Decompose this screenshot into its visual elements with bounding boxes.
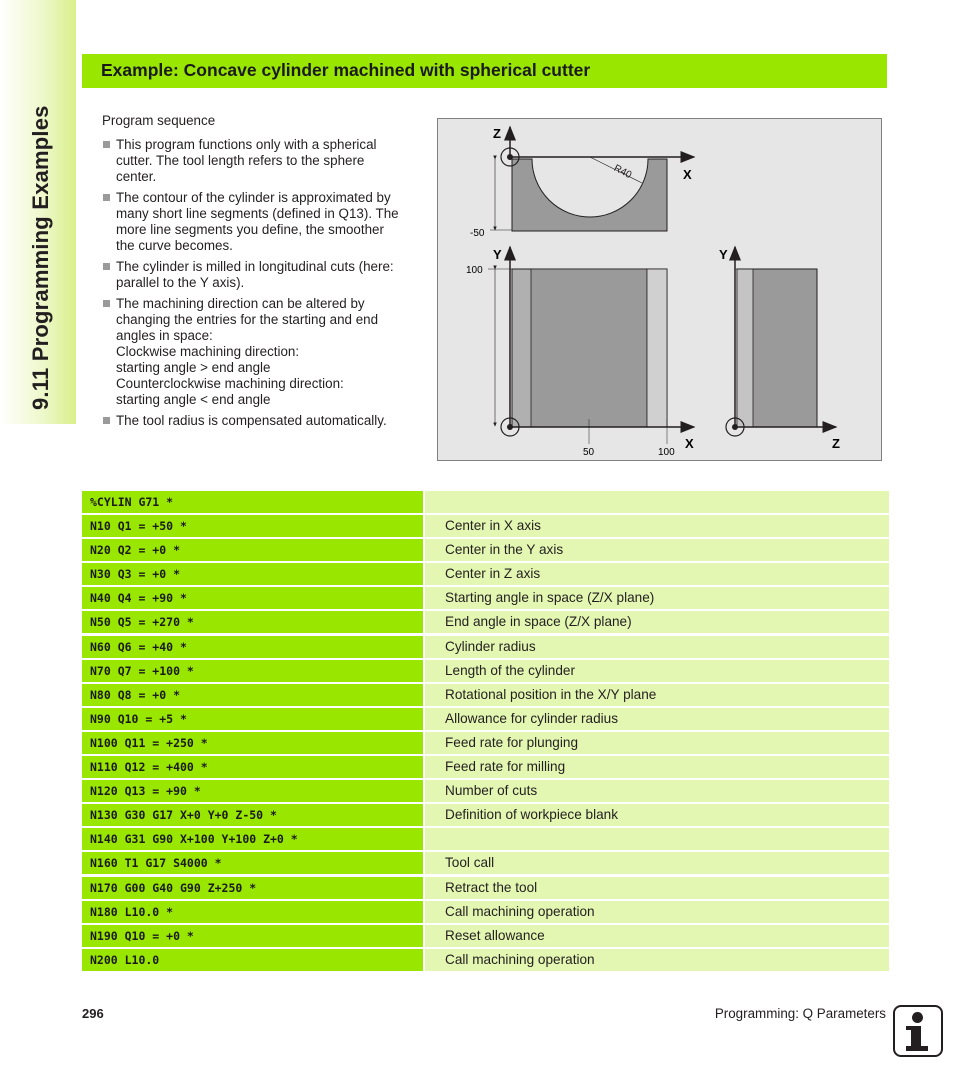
program-sequence-text: starting angle > end angle: [116, 360, 271, 375]
table-row: [82, 828, 889, 850]
nc-comment-cell: Retract the tool: [425, 877, 889, 899]
nc-comment-cell: Center in Z axis: [425, 563, 889, 585]
program-sequence-heading: Program sequence: [102, 113, 216, 128]
radius-label: R40: [611, 162, 634, 182]
nc-comment-cell: [425, 491, 889, 513]
nc-code-cell: N110 Q12 = +400 *: [82, 756, 423, 778]
nc-code-cell: N120 Q13 = +90 *: [82, 780, 423, 802]
program-sequence-item: [102, 190, 422, 254]
program-sequence-text: more line segments you define, the smoother: [116, 222, 384, 237]
nc-comment-cell: Call machining operation: [425, 901, 889, 923]
top-view-z-label: Z: [493, 126, 501, 141]
table-row: [82, 491, 889, 513]
nc-code-cell: N10 Q1 = +50 *: [82, 515, 423, 537]
program-sequence-text: angles in space:: [116, 328, 213, 343]
nc-code-cell: N60 Q6 = +40 *: [82, 636, 423, 658]
bullet-square-icon: [103, 263, 110, 270]
footer-chapter-title: Programming: Q Parameters: [714, 1006, 886, 1021]
page-number: 296: [82, 1006, 104, 1021]
program-sequence-text: This program functions only with a spherical: [116, 137, 377, 152]
nc-code-cell: N50 Q5 = +270 *: [82, 611, 423, 633]
nc-code-cell: N80 Q8 = +0 *: [82, 684, 423, 706]
nc-code-cell: N180 L10.0 *: [82, 901, 423, 923]
table-row: [82, 515, 889, 537]
side-view-y-label: Y: [719, 247, 728, 262]
program-sequence-list: [102, 137, 422, 429]
program-sequence-item: [102, 137, 422, 185]
z-depth-label: -50: [470, 228, 485, 239]
table-row: [82, 925, 889, 947]
table-row: [82, 708, 889, 730]
table-row: [82, 636, 889, 658]
program-sequence-text: the curve becomes.: [116, 238, 233, 253]
nc-code-cell: N40 Q4 = +90 *: [82, 587, 423, 609]
example-header-bar: [82, 54, 887, 88]
table-row: [82, 587, 889, 609]
table-row: [82, 780, 889, 802]
table-row: [82, 732, 889, 754]
nc-comment-cell: Reset allowance: [425, 925, 889, 947]
program-sequence-text: changing the entries for the starting and end: [116, 312, 379, 327]
table-row: [82, 539, 889, 561]
nc-code-cell: N140 G31 G90 X+100 Y+100 Z+0 *: [82, 828, 423, 850]
nc-comment-cell: Tool call: [425, 852, 889, 874]
front-view-y-label: Y: [493, 247, 502, 262]
x-mid-label: 50: [583, 447, 595, 458]
nc-comment-cell: Definition of workpiece blank: [425, 804, 889, 826]
table-row: [82, 804, 889, 826]
top-view-part: [512, 159, 667, 231]
program-sequence-text: The machining direction can be altered by: [116, 296, 365, 311]
nc-comment-cell: Call machining operation: [425, 949, 889, 971]
x-end-label: 100: [658, 447, 675, 458]
nc-code-cell: N70 Q7 = +100 *: [82, 660, 423, 682]
nc-code-cell: N100 Q11 = +250 *: [82, 732, 423, 754]
front-view-x-label: X: [685, 436, 694, 451]
nc-comment-cell: Center in the Y axis: [425, 539, 889, 561]
nc-comment-cell: Length of the cylinder: [425, 660, 889, 682]
cylinder-drawing-svg: [438, 119, 881, 460]
program-sequence-text: parallel to the Y axis).: [116, 275, 245, 290]
program-sequence-text: The cylinder is milled in longitudinal cuts (here:: [116, 259, 394, 274]
info-icon: [893, 1005, 943, 1057]
table-row: [82, 684, 889, 706]
program-sequence-text: Clockwise machining direction:: [116, 344, 300, 359]
nc-code-cell: N90 Q10 = +5 *: [82, 708, 423, 730]
table-row: [82, 901, 889, 923]
program-sequence-section: [102, 113, 422, 434]
nc-code-cell: %CYLIN G71 *: [82, 491, 423, 513]
nc-comment-cell: Allowance for cylinder radius: [425, 708, 889, 730]
bullet-square-icon: [103, 417, 110, 424]
program-sequence-text: many short line segments (defined in Q13). The: [116, 206, 399, 221]
nc-program-listing: [82, 491, 889, 973]
program-sequence-text: The tool radius is compensated automatically.: [116, 413, 387, 428]
nc-comment-cell: Feed rate for plunging: [425, 732, 889, 754]
nc-code-cell: N200 L10.0: [82, 949, 423, 971]
chapter-title: 9.11 Programming Examples: [28, 105, 53, 410]
program-sequence-text: cutter. The tool length refers to the sphere: [116, 153, 365, 168]
example-title: Example: Concave cylinder machined with spherical cutter: [101, 60, 591, 80]
nc-code-cell: N190 Q10 = +0 *: [82, 925, 423, 947]
cylinder-drawing: [437, 118, 882, 461]
nc-comment-cell: Cylinder radius: [425, 636, 889, 658]
table-row: [82, 852, 889, 874]
program-sequence-item: [102, 413, 422, 429]
table-row: [82, 877, 889, 899]
nc-comment-cell: Rotational position in the X/Y plane: [425, 684, 889, 706]
nc-comment-cell: Center in X axis: [425, 515, 889, 537]
bullet-square-icon: [103, 300, 110, 307]
nc-comment-cell: Starting angle in space (Z/X plane): [425, 587, 889, 609]
table-row: [82, 563, 889, 585]
program-sequence-text: starting angle < end angle: [116, 392, 271, 407]
nc-comment-cell: Feed rate for milling: [425, 756, 889, 778]
table-row: [82, 611, 889, 633]
nc-code-cell: N160 T1 G17 S4000 *: [82, 852, 423, 874]
nc-code-cell: N130 G30 G17 X+0 Y+0 Z-50 *: [82, 804, 423, 826]
nc-code-cell: N30 Q3 = +0 *: [82, 563, 423, 585]
nc-comment-cell: Number of cuts: [425, 780, 889, 802]
bullet-square-icon: [103, 141, 110, 148]
table-row: [82, 660, 889, 682]
table-row: [82, 756, 889, 778]
chapter-side-tab: [0, 0, 76, 424]
side-view-z-label: Z: [832, 436, 840, 451]
program-sequence-item: [102, 259, 422, 291]
program-sequence-text: The contour of the cylinder is approximated by: [116, 190, 391, 205]
table-row: [82, 949, 889, 971]
program-sequence-text: Counterclockwise machining direction:: [116, 376, 344, 391]
program-sequence-text: center.: [116, 169, 157, 184]
bullet-square-icon: [103, 194, 110, 201]
nc-comment-cell: End angle in space (Z/X plane): [425, 611, 889, 633]
program-sequence-item: [102, 296, 422, 408]
nc-comment-cell: [425, 828, 889, 850]
top-view-x-label: X: [683, 167, 692, 182]
nc-code-cell: N170 G00 G40 G90 Z+250 *: [82, 877, 423, 899]
nc-code-cell: N20 Q2 = +0 *: [82, 539, 423, 561]
y-length-label: 100: [466, 265, 483, 276]
